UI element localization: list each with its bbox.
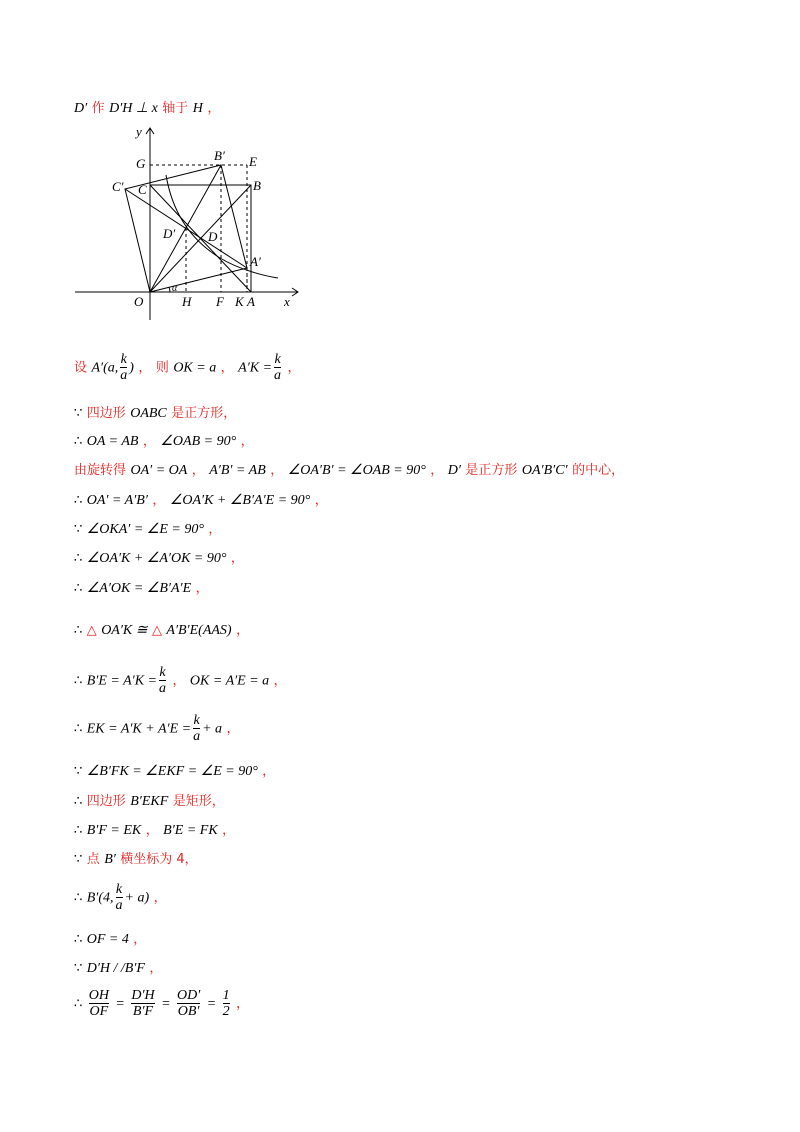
numerator: D′H [131, 988, 155, 1003]
proof-line-6 [74, 518, 221, 538]
math: D′H / /B′F [86, 961, 145, 976]
denominator: a [274, 368, 282, 383]
proof-line-10 [74, 665, 287, 696]
therefore-symbol: ∴ [74, 551, 83, 566]
red-text: 四边形 [86, 406, 126, 421]
math: ) [129, 360, 134, 376]
therefore-symbol: ∴ [74, 794, 83, 809]
red-comma: ， [222, 823, 236, 838]
denominator: a [159, 681, 166, 696]
numerator: 1 [222, 988, 230, 1003]
math: A′B′E(AAS) [166, 623, 232, 638]
label-f: F [216, 294, 224, 309]
therefore-symbol: ∴ [74, 623, 83, 638]
triangle-symbol: △ [86, 623, 97, 638]
fraction [193, 713, 200, 744]
proof-line-18 [74, 957, 162, 977]
proof-line-13 [74, 790, 225, 810]
red-text: 则 [155, 360, 169, 376]
red-text: 作 [91, 101, 105, 116]
numerator: OH [88, 988, 109, 1003]
denominator: B′F [132, 1004, 154, 1019]
red-text: 是矩形， [172, 794, 225, 809]
fraction [274, 352, 281, 383]
geometry-figure [70, 120, 310, 320]
math: OA′ = A′B′ [86, 493, 148, 508]
fraction [223, 988, 230, 1019]
red-comma: ， [172, 673, 186, 689]
therefore-symbol: ∴ [74, 581, 83, 596]
label-c: C [138, 182, 147, 197]
math: A′(a, [91, 360, 119, 376]
red-comma: ， [314, 493, 328, 508]
therefore-symbol: ∴ [74, 823, 83, 838]
math: OF = 4 [86, 932, 129, 947]
red-text: 轴于 [162, 101, 189, 116]
label-a: A [247, 294, 255, 309]
red-comma: ， [152, 493, 166, 508]
math: ∠OA′K + ∠A′OK = 90° [86, 551, 227, 566]
proof-line-11 [74, 713, 240, 744]
red-comma: ， [262, 764, 276, 779]
math: ∠OKA′ = ∠E = 90° [86, 522, 204, 537]
math: D′ [74, 101, 88, 116]
red-comma: ， [236, 623, 250, 638]
math: B′F = EK [86, 823, 142, 838]
proof-line-16 [74, 882, 167, 913]
math: A′B′ = AB [209, 463, 266, 478]
red-comma: ， [133, 932, 147, 947]
red-text: 横坐标为 4， [120, 852, 198, 867]
label-d: D [208, 229, 218, 244]
red-comma: ， [207, 101, 221, 116]
math: OK = a [173, 360, 217, 376]
therefore-symbol: ∴ [74, 932, 83, 947]
red-comma: ， [287, 360, 301, 376]
therefore-symbol: ∴ [74, 434, 83, 449]
denominator: a [120, 368, 128, 383]
numerator: k [115, 882, 123, 897]
label-o: O [134, 294, 144, 309]
proof-line-2 [74, 402, 236, 422]
red-text: 是正方形， [171, 406, 237, 421]
numerator: OD′ [176, 988, 201, 1003]
red-text: 的中心， [572, 463, 625, 478]
numerator: k [120, 352, 127, 367]
fraction [89, 988, 109, 1019]
label-a-prime: A′ [250, 254, 261, 269]
therefore-symbol: ∴ [74, 493, 83, 508]
angle-alpha-arc [169, 287, 170, 292]
proof-line-3 [74, 430, 254, 450]
equals: = [115, 996, 125, 1012]
label-e: E [249, 154, 257, 169]
red-comma: ， [220, 360, 234, 376]
fraction [131, 988, 154, 1019]
label-d-prime: D′ [163, 226, 176, 241]
proof-line-8 [74, 577, 209, 597]
because-symbol: ∵ [74, 522, 83, 537]
red-text: 设 [74, 360, 88, 376]
red-text: 点 [86, 852, 100, 867]
label-c-prime: C′ [112, 179, 124, 194]
fraction [177, 988, 200, 1019]
therefore-symbol: ∴ [74, 673, 83, 689]
intro-line [74, 97, 220, 117]
math: B′(4, [86, 890, 114, 906]
label-x: x [284, 294, 290, 309]
denominator: a [115, 898, 123, 913]
math: + a [202, 721, 223, 737]
math: ∠OA′K + ∠B′A′E = 90° [169, 493, 311, 508]
math: EK = A′K + A′E = [86, 721, 192, 737]
triangle-symbol: △ [151, 623, 162, 638]
red-comma: ， [236, 996, 250, 1012]
because-symbol: ∵ [74, 961, 83, 976]
label-y: y [136, 124, 142, 139]
red-comma: ， [240, 434, 254, 449]
red-comma: ， [153, 890, 167, 906]
because-symbol: ∵ [74, 406, 83, 421]
red-comma: ， [191, 463, 205, 478]
math: B′EKF [130, 794, 169, 809]
math: B′E = A′K = [86, 673, 157, 689]
math: OABC [130, 406, 167, 421]
proof-line-1 [74, 352, 301, 383]
therefore-symbol: ∴ [74, 996, 83, 1012]
proof-line-9 [74, 619, 249, 639]
proof-line-19 [74, 988, 249, 1019]
label-b-prime: B′ [214, 148, 225, 163]
math: ∠A′OK = ∠B′A′E [86, 581, 192, 596]
math: OK = A′E = a [189, 673, 270, 689]
red-text: 是正方形 [465, 463, 518, 478]
red-comma: ， [138, 360, 152, 376]
red-text: 四边形 [86, 794, 126, 809]
label-b: B [253, 178, 261, 193]
therefore-symbol: ∴ [74, 890, 83, 906]
math: ∠B′FK = ∠EKF = ∠E = 90° [86, 764, 258, 779]
proof-line-15 [74, 848, 198, 868]
denominator: OB′ [177, 1004, 200, 1019]
math: B′E = FK [163, 823, 218, 838]
red-comma: ， [149, 961, 163, 976]
math: D′H ⊥ x [109, 101, 158, 116]
numerator: k [159, 665, 166, 680]
label-k: K [235, 294, 244, 309]
proof-line-12 [74, 760, 275, 780]
math: OA = AB [86, 434, 139, 449]
math: OA′B′C′ [521, 463, 568, 478]
label-h: H [182, 294, 192, 309]
red-comma: ， [145, 823, 159, 838]
math: D′ [447, 463, 461, 478]
math: A′K = [238, 360, 273, 376]
math: OA′ = OA [130, 463, 188, 478]
red-text: 由旋转得 [74, 463, 127, 478]
math: ∠OAB = 90° [160, 434, 237, 449]
red-comma: ， [208, 522, 222, 537]
denominator: OF [89, 1004, 109, 1019]
label-alpha: α [172, 283, 178, 294]
because-symbol: ∵ [74, 852, 83, 867]
numerator: k [193, 713, 200, 728]
therefore-symbol: ∴ [74, 721, 83, 737]
red-comma: ， [195, 581, 209, 596]
denominator: a [193, 729, 201, 744]
proof-line-17 [74, 928, 146, 948]
proof-line-5 [74, 489, 328, 509]
proof-line-4 [74, 459, 624, 479]
fraction [120, 352, 127, 383]
red-comma: ， [430, 463, 444, 478]
label-g: G [136, 156, 146, 171]
proof-line-7 [74, 547, 244, 567]
red-comma: ， [226, 721, 240, 737]
equals: = [161, 996, 171, 1012]
denominator: 2 [222, 1004, 230, 1019]
red-comma: ， [270, 463, 284, 478]
math: + a) [124, 890, 150, 906]
math: H [192, 101, 203, 116]
proof-line-14 [74, 819, 235, 839]
because-symbol: ∵ [74, 764, 83, 779]
math: OA′K ≅ [101, 623, 148, 638]
equals: = [206, 996, 217, 1012]
numerator: k [274, 352, 281, 367]
fraction [116, 882, 123, 913]
math: B′ [104, 852, 116, 867]
math: ∠OA′B′ = ∠OAB = 90° [287, 463, 426, 478]
red-comma: ， [230, 551, 244, 566]
fraction [159, 665, 166, 696]
red-comma: ， [273, 673, 287, 689]
red-comma: ， [142, 434, 156, 449]
